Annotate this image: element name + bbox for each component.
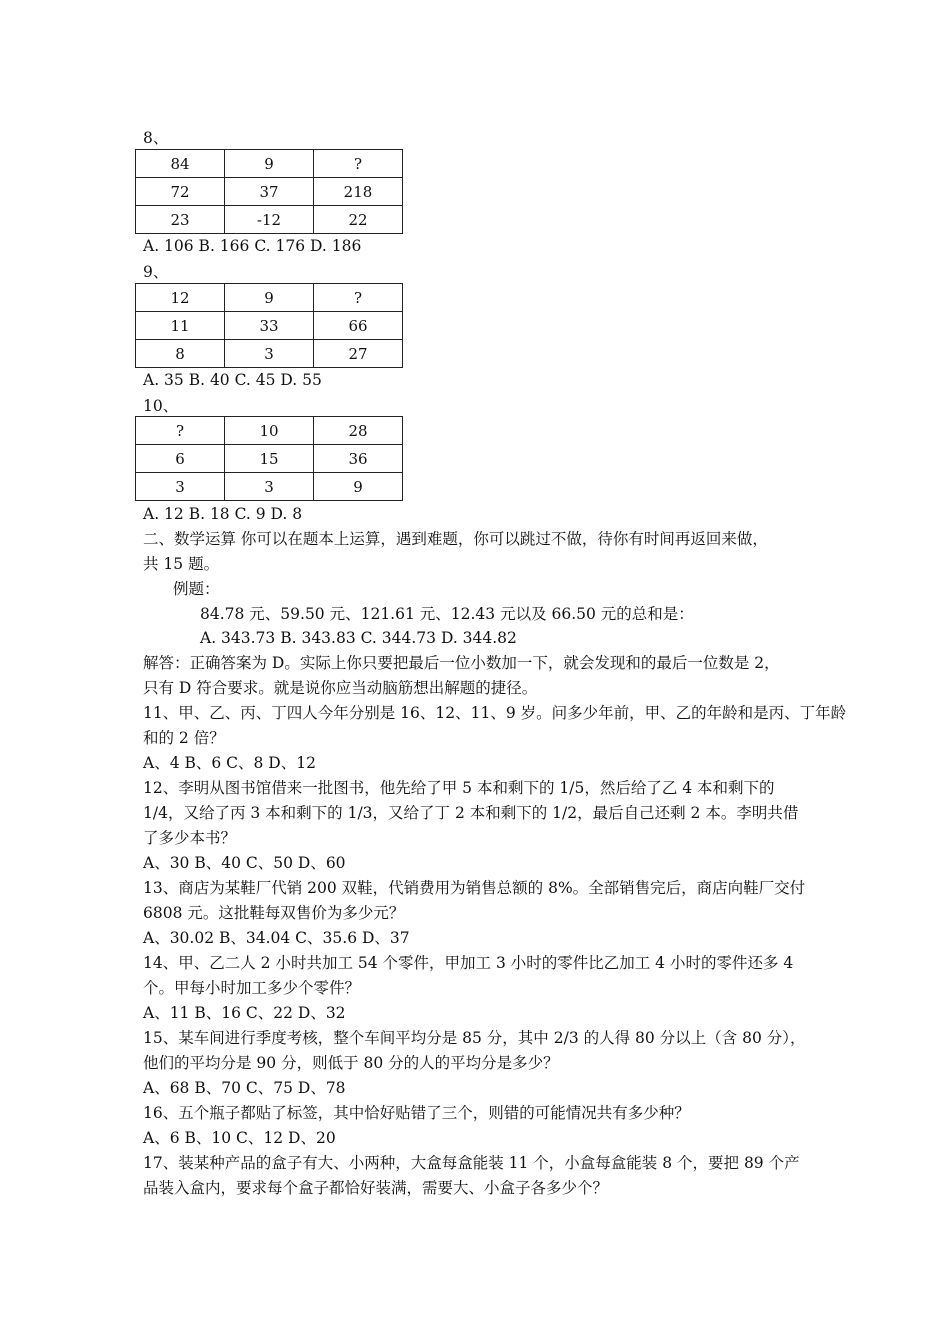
q10-label: 10、 (143, 397, 179, 415)
question-options: A、11 B、16 C、22 D、32 (143, 1004, 346, 1022)
table-cell: 8 (136, 340, 225, 368)
question-text: 他们的平均分是 90 分，则低于 80 分的人的平均分是多少？ (143, 1054, 559, 1072)
table-cell: 36 (314, 445, 403, 473)
question-options: A、4 B、6 C、8 D、12 (143, 754, 316, 772)
table-cell: 12 (136, 284, 225, 312)
section-heading: 二、数学运算 你可以在题本上运算，遇到难题，你可以跳过不做，待你有时间再返回来做， (143, 530, 768, 548)
question-text: 12、李明从图书馆借来一批图书，他先给了甲 5 本和剩下的 1/5，然后给了乙 4 本和剩下的 (143, 779, 775, 797)
table-cell: 23 (136, 206, 225, 234)
table-row (136, 206, 403, 234)
table-cell: -12 (225, 206, 314, 234)
table-cell: 3 (225, 473, 314, 501)
question-options: A、30.02 B、34.04 C、35.6 D、37 (143, 929, 410, 947)
question-text: 15、某车间进行季度考核，整个车间平均分是 85 分，其中 2/3 的人得 80 分以上（含 80 分）， (143, 1029, 806, 1047)
q9-table (135, 283, 403, 368)
question-text: 17、装某种产品的盒子有大、小两种，大盒每盒能装 11 个，小盒每盒能装 8 个，要把 89 个产 (143, 1154, 800, 1172)
table-cell: 37 (225, 178, 314, 206)
table-row (136, 312, 403, 340)
question-text: 6808 元。这批鞋每双售价为多少元？ (143, 904, 405, 922)
table-cell: 15 (225, 445, 314, 473)
question-text: 了多少本书？ (143, 829, 237, 847)
answer-explanation: 解答：正确答案为 D。实际上你只要把最后一位小数加一下，就会发现和的最后一位数是 2， (143, 654, 780, 672)
answer-explanation-cont: 只有 D 符合要求。就是说你应当动脑筋想出解题的捷径。 (143, 679, 538, 697)
q9-options: A. 35 B. 40 C. 45 D. 55 (143, 371, 322, 389)
table-cell: 10 (225, 417, 314, 445)
table-cell: 11 (136, 312, 225, 340)
question-text: 16、五个瓶子都贴了标签，其中恰好贴错了三个，则错的可能情况共有多少种？ (143, 1104, 690, 1122)
table-cell: 9 (225, 150, 314, 178)
question-text: 和的 2 倍？ (143, 729, 225, 747)
table-cell: 33 (225, 312, 314, 340)
table-cell: 9 (225, 284, 314, 312)
q8-options: A. 106 B. 166 C. 176 D. 186 (143, 237, 362, 255)
question-options: A、68 B、70 C、75 D、78 (143, 1079, 346, 1097)
example-label: 例题： (173, 580, 220, 598)
question-text: 1/4，又给了丙 3 本和剩下的 1/3，又给了丁 2 本和剩下的 1/2，最后自己还剩 2 本。李明共借 (143, 804, 799, 822)
question-options: A、6 B、10 C、12 D、20 (143, 1129, 336, 1147)
table-cell: 3 (136, 473, 225, 501)
q9-label: 9、 (143, 263, 169, 281)
table-cell: 3 (225, 340, 314, 368)
table-row (136, 473, 403, 501)
table-row (136, 340, 403, 368)
question-options: A、30 B、40 C、50 D、60 (143, 854, 346, 872)
question-text: 个。甲每小时加工多少个零件？ (143, 979, 361, 997)
table-cell: 6 (136, 445, 225, 473)
table-row (136, 445, 403, 473)
table-cell: 218 (314, 178, 403, 206)
table-row (136, 150, 403, 178)
q10-table (135, 416, 403, 501)
table-row (136, 178, 403, 206)
table-cell: 84 (136, 150, 225, 178)
question-text: 14、甲、乙二人 2 小时共加工 54 个零件，甲加工 3 小时的零件比乙加工 4 小时的零件还多 4 (143, 954, 794, 972)
table-cell: 22 (314, 206, 403, 234)
question-text: 品装入盒内，要求每个盒子都恰好装满，需要大、小盒子各多少个？ (143, 1179, 609, 1197)
example-options: A. 343.73 B. 343.83 C. 344.73 D. 344.82 (200, 629, 517, 647)
question-text: 11、甲、乙、丙、丁四人今年分别是 16、12、11、9 岁。问多少年前，甲、乙的年龄和是丙、丁年龄 (143, 704, 847, 722)
table-row (136, 284, 403, 312)
q8-label: 8、 (143, 129, 169, 147)
q10-options: A. 12 B. 18 C. 9 D. 8 (143, 505, 303, 523)
table-row (136, 417, 403, 445)
question-text: 13、商店为某鞋厂代销 200 双鞋，代销费用为销售总额的 8%。全部销售完后，商店向鞋厂交付 (143, 879, 806, 897)
table-cell: 72 (136, 178, 225, 206)
table-cell: 66 (314, 312, 403, 340)
table-cell: 28 (314, 417, 403, 445)
table-cell: 9 (314, 473, 403, 501)
table-cell: ? (314, 150, 403, 178)
table-cell: ? (136, 417, 225, 445)
q8-table (135, 149, 403, 234)
table-cell: 27 (314, 340, 403, 368)
example-question: 84.78 元、59.50 元、121.61 元、12.43 元以及 66.50 元的总和是： (200, 605, 694, 623)
section-heading-cont: 共 15 题。 (143, 555, 220, 573)
table-cell: ? (314, 284, 403, 312)
